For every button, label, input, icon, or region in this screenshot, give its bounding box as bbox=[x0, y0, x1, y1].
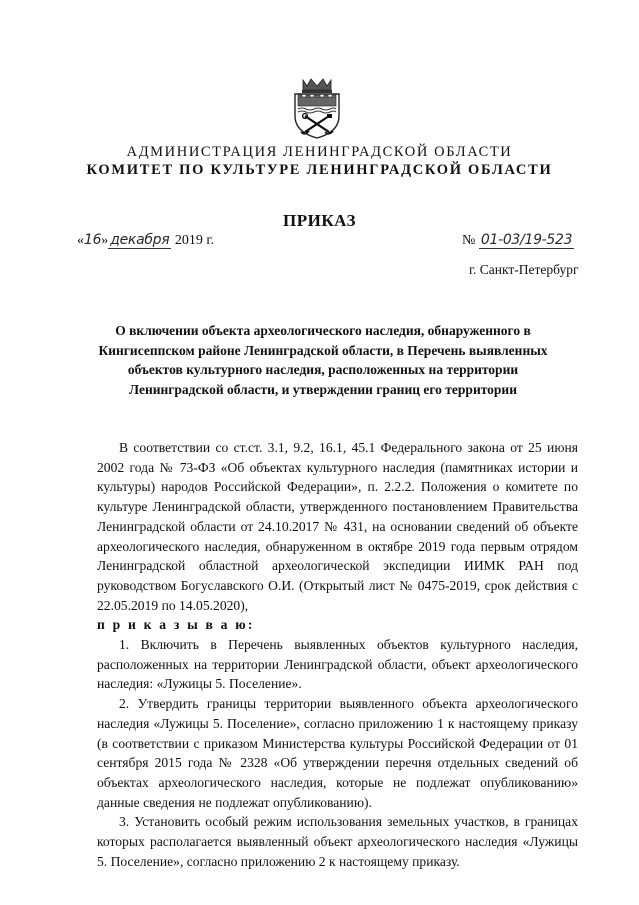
order-directive: п р и к а з ы в а ю: bbox=[97, 617, 255, 633]
document-title: ПРИКАЗ bbox=[283, 211, 356, 230]
coat-of-arms-icon bbox=[289, 76, 345, 140]
date-month: декабря bbox=[110, 232, 170, 248]
date-day: 16 bbox=[84, 232, 102, 248]
date-close-quote: » bbox=[101, 233, 109, 248]
order-number bbox=[462, 232, 574, 249]
date-open-quote: « bbox=[77, 233, 84, 248]
number-prefix: № bbox=[462, 233, 476, 248]
date-year: 2019 г. bbox=[174, 233, 215, 248]
order-body bbox=[97, 438, 578, 871]
city-name: г. Санкт-Петербург bbox=[469, 262, 579, 277]
administration-name: АДМИНИСТРАЦИЯ ЛЕНИНГРАДСКОЙ ОБЛАСТИ bbox=[126, 144, 513, 160]
number-value: 01-03/19-523 bbox=[480, 232, 573, 248]
order-date bbox=[77, 232, 214, 249]
order-item-1: 1. Включить в Перечень выявленных объектов культурного наследия, расположенных на территории Ленинградской области, объект археологического наследия: «Лужицы 5. Поселение». bbox=[97, 637, 578, 692]
preamble-paragraph: В соответствии со ст.ст. 3.1, 9.2, 16.1, 45.1 Федерального закона от 25 июня 2002 года № 73-ФЗ «Об объектах культурного наследия (памятниках истории и культуры) народов Российской Федерации», п. 2.2.2. Положения о комитете по культуре Ленинградской области, утвержденного постановлением Правительства Ленинградской области от 24.10.2017 № 431, на основании сведений об объекте археологического наследия, обнаруженном в октябре 2019 года первым отрядом Ленинградской областной археологической экспедиции ИИМК РАН под руководством Богуславского О.И. (Открытый лист № 0475-2019, срок действия с 22.05.2019 по 14.05.2020), bbox=[97, 440, 578, 613]
order-subject: О включении объекта археологического наследия, обнаруженного в Кингисеппском районе Ленинградской области, в Перечень выявленных объектов культурного наследия, расположенных на территории Ленинградской области, и утверждении границ его территории bbox=[98, 323, 548, 397]
order-item-2: 2. Утвердить границы территории выявленного объекта археологического наследия «Лужицы 5. Поселение», согласно приложению 1 к настоящему приказу (в соответствии с приказом Министерства культуры Российской Федерации от 01 сентября 2015 года № 2328 «Об утверждении перечня отдельных сведений об объектах археологического наследия, которые не подлежат опубликованию» данные сведения не подлежат опубликованию). bbox=[97, 696, 578, 810]
order-item-3: 3. Установить особый режим использования земельных участков, в границах которых располагается выявленный объект археологического наследия «Лужицы 5. Поселение», согласно приложению 2 к настоящему приказу. bbox=[97, 814, 578, 869]
committee-name: КОМИТЕТ ПО КУЛЬТУРЕ ЛЕНИНГРАДСКОЙ ОБЛАСТИ bbox=[86, 162, 553, 178]
